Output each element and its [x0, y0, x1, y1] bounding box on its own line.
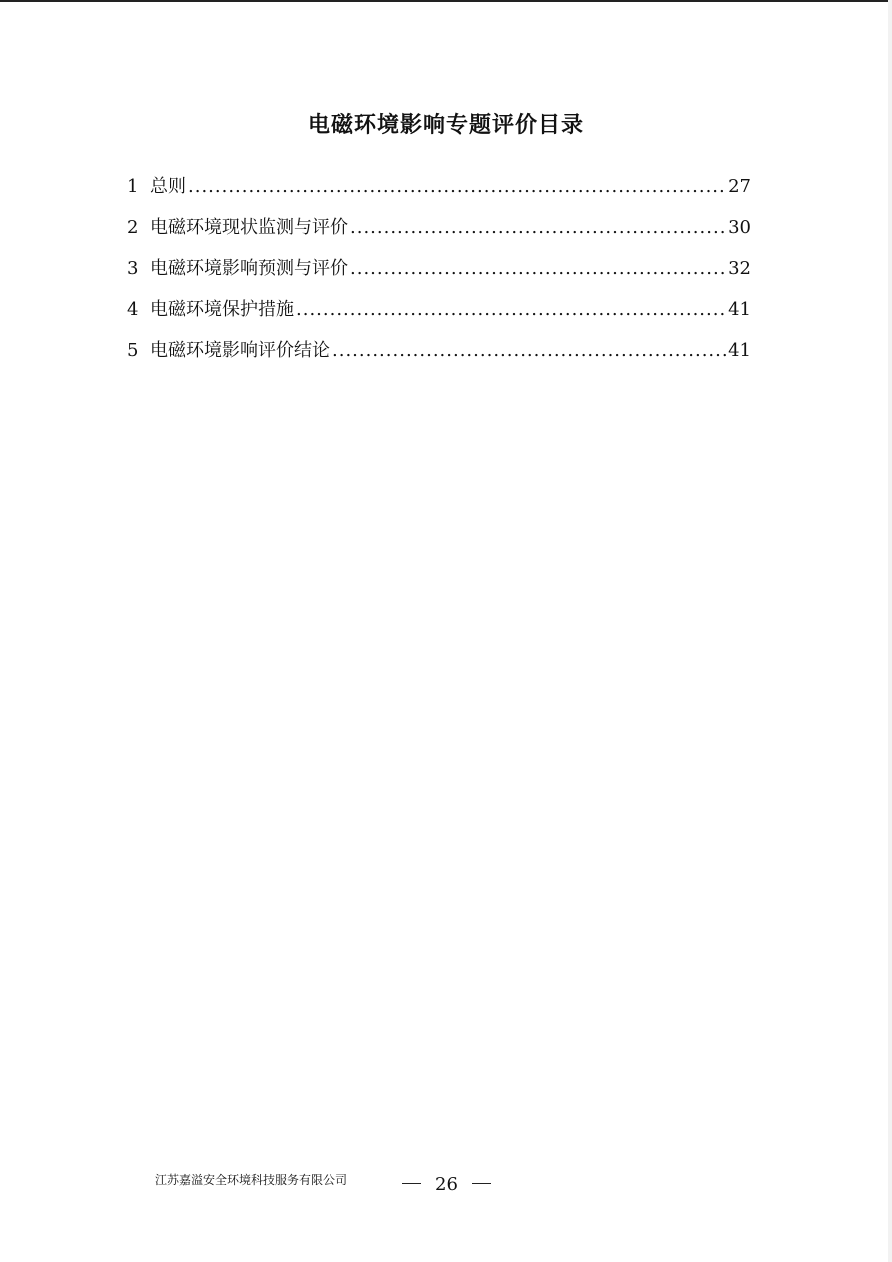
footer-dash-left	[402, 1183, 421, 1184]
toc-entry-page: 41	[728, 340, 751, 361]
toc-entry-page: 32	[728, 258, 751, 279]
toc-entry-number: 5	[127, 340, 139, 361]
footer-dash-right	[472, 1183, 491, 1184]
page-edge-shadow	[888, 0, 892, 1262]
toc-entry-2[interactable]	[127, 215, 751, 256]
toc-entry-3[interactable]	[127, 256, 751, 297]
page-footer	[155, 1172, 755, 1200]
table-of-contents	[127, 174, 751, 379]
toc-entry-title: 电磁环境影响评价结论	[150, 340, 330, 361]
toc-entry-5[interactable]	[127, 338, 751, 379]
toc-entry-title: 电磁环境保护措施	[150, 299, 294, 320]
dot-leader	[296, 297, 726, 323]
toc-entry-4[interactable]	[127, 297, 751, 338]
toc-entry-page: 41	[728, 299, 751, 320]
footer-page-number: 26	[435, 1174, 458, 1195]
page-title: 电磁环境影响专题评价目录	[307, 113, 584, 138]
toc-entry-title: 电磁环境现状监测与评价	[150, 217, 348, 238]
footer-company-name: 江苏嘉溢安全环境科技服务有限公司	[155, 1173, 348, 1187]
dot-leader	[350, 256, 726, 282]
toc-entry-page: 27	[728, 176, 751, 197]
toc-entry-title: 电磁环境影响预测与评价	[150, 258, 348, 279]
toc-entry-number: 3	[127, 258, 139, 279]
toc-entry-title: 总则	[150, 176, 186, 197]
dot-leader	[188, 174, 726, 200]
dot-leader	[350, 215, 726, 241]
toc-entry-1[interactable]	[127, 174, 751, 215]
toc-entry-number: 1	[127, 176, 139, 197]
dot-leader	[332, 338, 726, 364]
toc-entry-number: 2	[127, 217, 139, 238]
toc-entry-page: 30	[728, 217, 751, 238]
top-border-line	[0, 0, 892, 2]
toc-entry-number: 4	[127, 299, 139, 320]
